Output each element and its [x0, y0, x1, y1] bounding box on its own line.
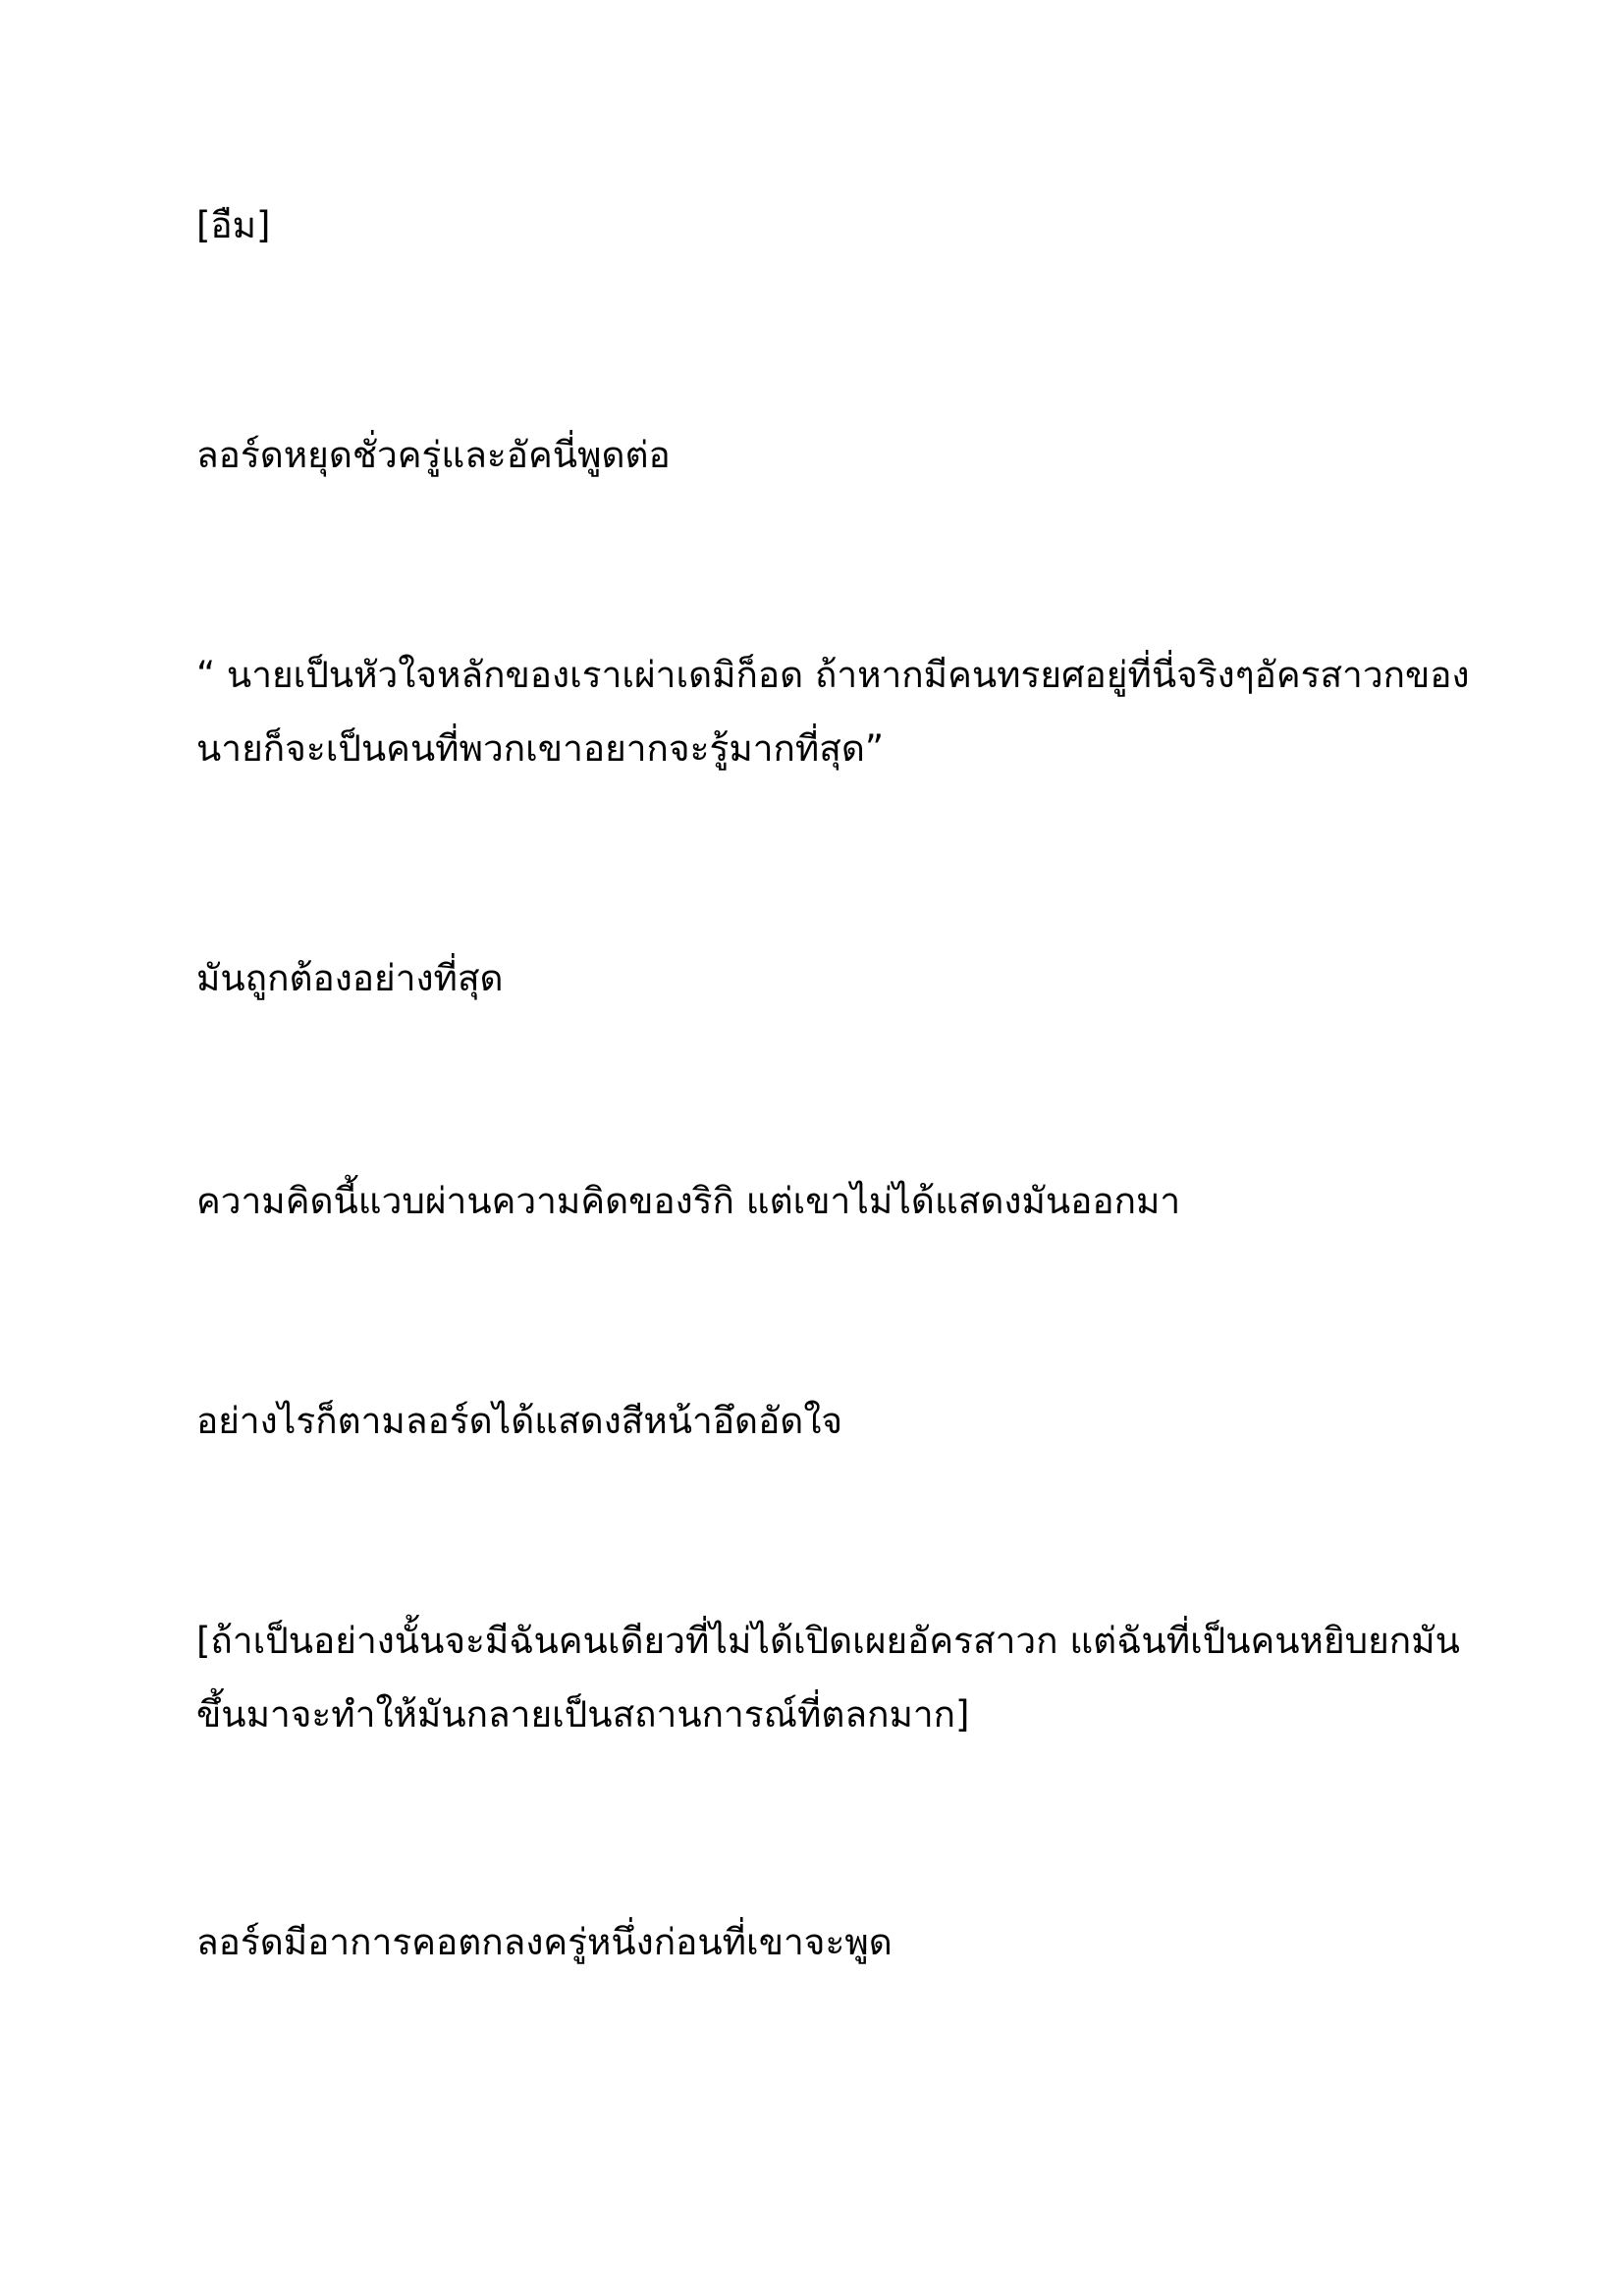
paragraph-7	[196, 1604, 1460, 1751]
paragraph-line: ลอร์ดมีอาการคอตกลงครู่หนึ่งก่อนที่เขาจะพูด	[196, 1921, 893, 1963]
paragraph-line: “ นายเป็นหัวใจหลักของเราเผ่าเดมิก็อด ถ้าหากมีคนทรยศอยู่ที่นี่จริงๆอัครสาวกของ	[196, 654, 1470, 696]
paragraph-1	[196, 188, 1434, 262]
paragraph-line: ขึ้นมาจะทำให้มันกลายเป็นสถานการณ์ที่ตลกมาก]	[196, 1693, 970, 1735]
paragraph-3	[196, 638, 1470, 785]
paragraph-line: [อืม]	[196, 204, 271, 246]
paragraph-line: ความคิดนี้แวบผ่านความคิดของริกิ แต่เขาไม่ได้แสดงมันออกมา	[196, 1180, 1181, 1222]
paragraph-8	[196, 1905, 1434, 1979]
paragraph-6	[196, 1384, 1434, 1458]
paragraph-4	[196, 941, 1434, 1015]
paragraph-line: นายก็จะเป็นคนที่พวกเขาอยากจะรู้มากที่สุด”	[196, 727, 885, 770]
paragraph-2	[196, 418, 1434, 492]
paragraph-line: ลอร์ดหยุดชั่วครู่และอัคนี่พูดต่อ	[196, 434, 671, 476]
paragraph-line: อย่างไรก็ตามลอร์ดได้แสดงสีหน้าอึดอัดใจ	[196, 1400, 843, 1442]
paragraph-line: มันถูกต้องอย่างที่สุด	[196, 957, 504, 999]
paragraph-line: [ถ้าเป็นอย่างนั้นจะมีฉันคนเดียวที่ไม่ได้เปิดเผยอัครสาวก แต่ฉันที่เป็นคนหยิบยกมัน	[196, 1620, 1460, 1662]
paragraph-5	[196, 1164, 1434, 1238]
